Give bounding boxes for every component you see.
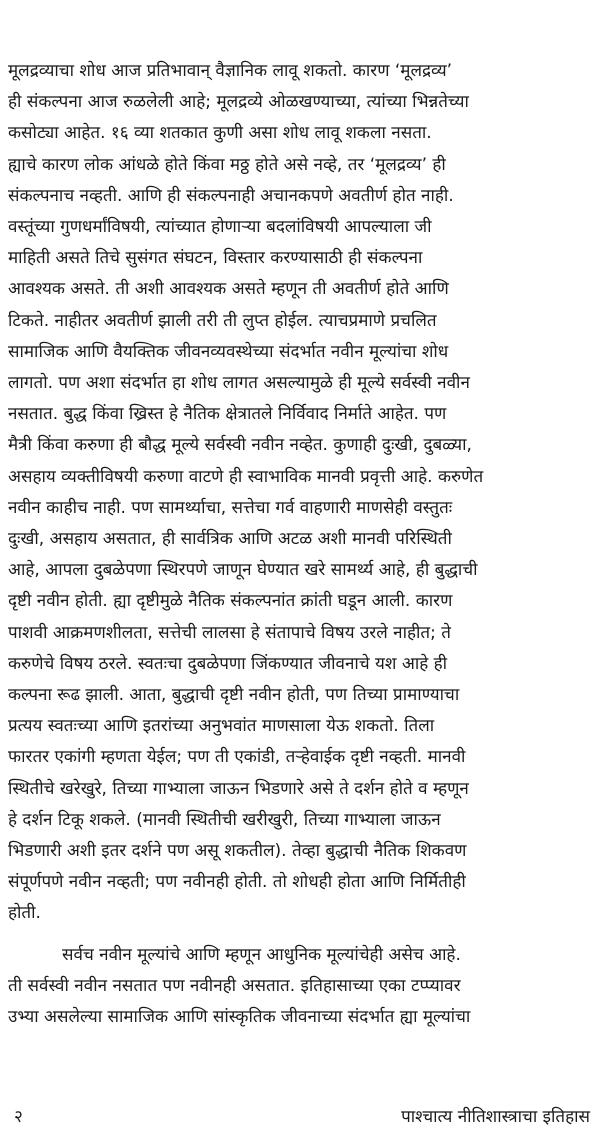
text-line: उभ्या असलेल्या सामाजिक आणि सांस्कृतिक जीवनाच्या संदर्भात ह्या मूल्यांचा [8, 1007, 471, 1028]
text-line: कल्पना रूढ झाली. आता, बुद्धाची दृष्टी नवीन होती, पण तिच्या प्रामाण्याचा [8, 685, 460, 706]
text-line: हे दर्शन टिकू शकले. (मानवी स्थितीची खरीखुरी, तिच्या गाभ्याला जाऊन [8, 809, 441, 830]
text-line: दुःखी, असहाय असतात, ही सार्वत्रिक आणि अटळ अशी मानवी परिस्थिती [8, 529, 452, 550]
text-line: ती सर्वस्वी नवीन नसतात पण नवीनही असतात. इतिहासाच्या एका टप्प्यावर [8, 975, 461, 996]
text-line: प्रत्यय स्वतःच्या आणि इतरांच्या अनुभवांत माणसाला येऊ शकतो. तिला [8, 716, 435, 737]
paragraph [8, 940, 594, 1034]
paragraph [8, 56, 594, 930]
text-line: पाशवी आक्रमणशीलता, सत्तेची लालसा हे संतापाचे विषय उरले नाहीत; ते [8, 622, 451, 643]
text-line: आवश्यक असते. ती अशी आवश्यक असते म्हणून ती अवतीर्ण होते आणि [8, 279, 449, 300]
text-line: सामाजिक आणि वैयक्तिक जीवनव्यवस्थेच्या संदर्भात नवीन मूल्यांचा शोध [8, 341, 449, 362]
text-line: दृष्टी नवीन होती. ह्या दृष्टीमुळे नैतिक संकल्पनांत क्रांती घडून आली. कारण [8, 591, 453, 612]
text-line: सर्वच नवीन मूल्यांचे आणि म्हणून आधुनिक मूल्यांचेही असेच आहे. [62, 944, 461, 965]
page-number: २ [14, 1107, 23, 1127]
paragraph-gap [8, 930, 594, 940]
text-line: नसतात. बुद्ध किंवा ख्रिस्त हे नैतिक क्षेत्रातले निर्विवाद निर्माते आहेत. पण [8, 404, 447, 425]
text-line: संकल्पनाच नव्हती. आणि ही संकल्पनाही अचानकपणे अवतीर्ण होत नाही. [8, 185, 454, 206]
text-line: असहाय व्यक्तीविषयी करुणा वाटणे ही स्वाभाविक मानवी प्रवृत्ती आहे. करुणेत [8, 466, 484, 487]
text-line: मूलद्रव्याचा शोध आज प्रतिभावान् वैज्ञानिक लावू शकतो. कारण ‘मूलद्रव्य’ [8, 61, 453, 81]
text-line: फारतर एकांगी म्हणता येईल; पण ती एकांडी, तऱ्हेवाईक दृष्टी नव्हती. मानवी [8, 747, 466, 768]
text-line: भिडणारी अशी इतर दर्शने पण असू शकतील). तेव्हा बुद्धाची नैतिक शिकवण [8, 841, 467, 862]
text-line: नवीन काहीच नाही. पण सामर्थ्याचा, सत्तेचा गर्व वाहणारी माणसेही वस्तुतः [8, 497, 453, 518]
page-footer [8, 1100, 590, 1134]
text-line: ह्याचे कारण लोक आंधळे होते किंवा मठ्ठ होते असे नव्हे, तर ‘मूलद्रव्य’ ही [8, 154, 446, 175]
text-line: ही संकल्पना आज रुळलेली आहे; मूलद्रव्ये ओळखण्याच्या, त्यांच्या भिन्नतेच्या [8, 92, 469, 113]
text-line: वस्तूंच्या गुणधर्मांविषयी, त्यांच्यात होणाऱ्या बदलांविषयी आपल्याला जी [8, 217, 432, 238]
text-line: होती. [8, 903, 41, 924]
text-line: आहे, आपला दुबळेपणा स्थिरपणे जाणून घेण्यात खरे सामर्थ्य आहे, ही बुद्धाची [8, 560, 478, 581]
running-title: पाश्चात्य नीतिशास्त्राचा इतिहास [401, 1107, 590, 1127]
text-line: संपूर्णपणे नवीन नव्हती; पण नवीनही होती. तो शोधही होता आणि निर्मितीही [8, 872, 466, 893]
body-text [8, 56, 594, 1033]
text-line: स्थितीचे खरेखुरे, तिच्या गाभ्याला जाऊन भिडणारे असे ते दर्शन होते व म्हणून [8, 778, 469, 799]
text-line: करुणेचे विषय ठरले. स्वतःचा दुबळेपणा जिंकण्यात जीवनाचे यश आहे ही [8, 653, 448, 674]
text-line: मैत्री किंवा करुणा ही बौद्ध मूल्ये सर्वस्वी नवीन नव्हेत. कुणाही दुःखी, दुबळ्या, [8, 435, 472, 456]
text-line: लागतो. पण अशा संदर्भात हा शोध लागत असल्यामुळे ही मूल्ये सर्वस्वी नवीन [8, 373, 470, 394]
text-line: माहिती असते तिचे सुसंगत संघटन, विस्तार करण्यासाठी ही संकल्पना [8, 248, 423, 269]
text-line: टिकते. नाहीतर अवतीर्ण झाली तरी ती लुप्त होईल. त्याचप्रमाणे प्रचलित [8, 310, 437, 331]
text-line: कसोट्या आहेत. १६ व्या शतकात कुणी असा शोध लावू शकला नसता. [8, 123, 432, 144]
